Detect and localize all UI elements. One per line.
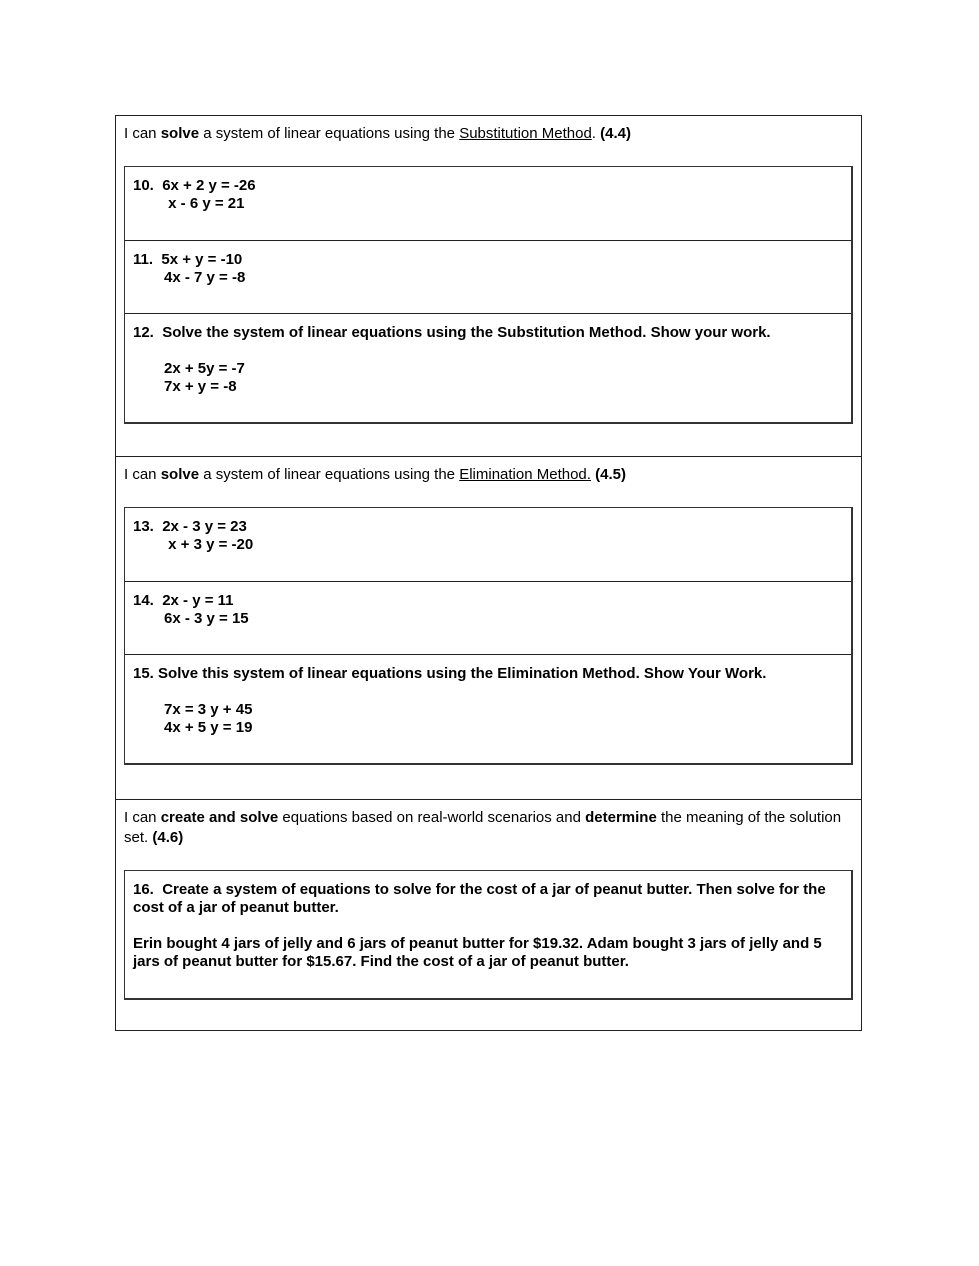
question-number: 13. xyxy=(133,518,154,535)
question-14 xyxy=(125,581,851,654)
question-number: 14. xyxy=(133,592,154,609)
equation: 7x + y = -8 xyxy=(164,378,237,395)
question-16 xyxy=(125,871,851,998)
objective-substitution xyxy=(124,116,853,144)
question-15 xyxy=(125,654,851,763)
question-number: 11. xyxy=(133,251,154,268)
question-box xyxy=(124,166,853,424)
question-number: 12. xyxy=(133,324,154,341)
objective-code: (4.5) xyxy=(595,466,626,483)
section-substitution xyxy=(116,116,861,456)
objective-text: I can xyxy=(124,466,161,483)
equation: 2x + 5y = -7 xyxy=(164,360,245,377)
objective-text: a system of linear equations using the xyxy=(199,125,460,142)
objective-text: . xyxy=(591,125,601,142)
objective-method: Substitution Method xyxy=(459,125,592,142)
objective-bold: solve xyxy=(160,125,200,142)
objective-real-world xyxy=(124,800,853,848)
objective-text: a system of linear equations using the xyxy=(199,466,460,483)
objective-text: I can xyxy=(124,125,161,142)
question-instruction: Solve this system of linear equations using the Elimination Method. Show Your Work. xyxy=(158,665,767,682)
objective-elimination xyxy=(124,457,853,485)
equation: 7x = 3 y + 45 xyxy=(164,701,253,718)
equation: x - 6 y = 21 xyxy=(164,195,245,212)
objective-text: I can xyxy=(124,809,161,826)
equation: 6x + 2 y = -26 xyxy=(162,177,256,194)
section-real-world xyxy=(116,799,861,1030)
objective-code: (4.4) xyxy=(600,125,631,142)
objective-bold: create and solve xyxy=(160,809,279,826)
equation: 6x - 3 y = 15 xyxy=(164,610,249,627)
equation: 4x - 7 y = -8 xyxy=(164,269,246,286)
question-box xyxy=(124,870,853,1000)
objective-text: the meaning of the solution set. xyxy=(124,809,842,846)
equation: 2x - 3 y = 23 xyxy=(162,518,247,535)
question-instruction: Create a system of equations to solve for the cost of a jar of peanut butter. Then solve for the cost of a jar of peanut butter. xyxy=(133,881,826,916)
question-number: 10. xyxy=(133,177,154,194)
question-box xyxy=(124,507,853,765)
question-13 xyxy=(125,508,851,581)
question-12 xyxy=(125,313,851,422)
objective-code: (4.6) xyxy=(152,829,184,846)
equation: 4x + 5 y = 19 xyxy=(164,719,253,736)
equation: 2x - y = 11 xyxy=(162,592,234,609)
equation: 5x + y = -10 xyxy=(161,251,243,268)
question-10 xyxy=(125,167,851,240)
objective-method: Elimination Method. xyxy=(459,466,591,483)
section-elimination xyxy=(116,456,861,799)
objective-text: equations based on real-world scenarios and xyxy=(278,809,586,826)
question-number: 16. xyxy=(133,881,154,898)
question-instruction: Solve the system of linear equations using the Substitution Method. Show your work. xyxy=(162,324,771,341)
worksheet-table xyxy=(115,115,862,1031)
objective-bold: solve xyxy=(160,466,200,483)
question-11 xyxy=(125,240,851,313)
question-number: 15. xyxy=(133,665,154,682)
objective-bold: determine xyxy=(585,809,657,826)
question-scenario: Erin bought 4 jars of jelly and 6 jars of peanut butter for $19.32. Adam bought 3 jars of jelly and 5 jars of peanut butter for $15.67. Find the cost of a jar of peanut butter. xyxy=(133,935,822,970)
equation: x + 3 y = -20 xyxy=(164,536,254,553)
